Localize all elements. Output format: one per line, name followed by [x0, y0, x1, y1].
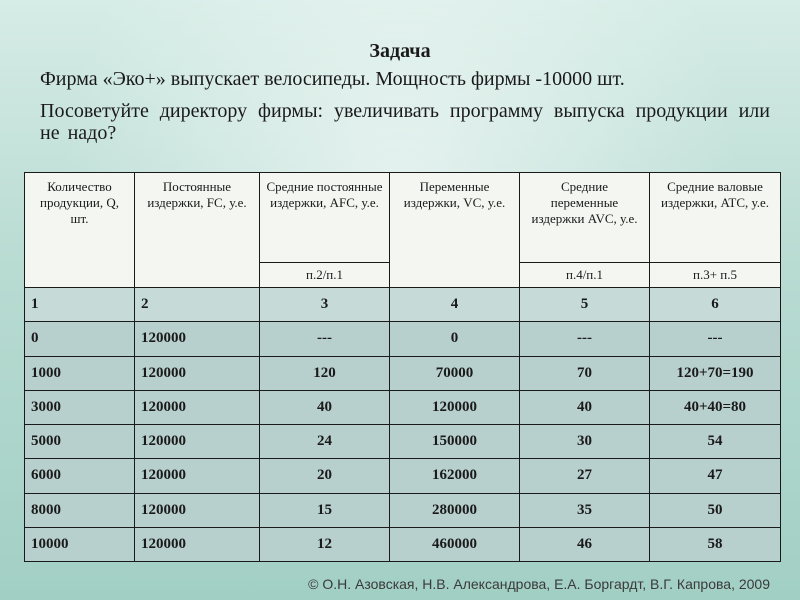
task-line-2: Посоветуйте директору фирмы: увеличивать программу выпуска продукции или не надо? [40, 100, 770, 144]
table-row [25, 459, 781, 493]
cell: 120000 [135, 322, 260, 356]
cell: 6 [650, 288, 781, 322]
cell: 6000 [25, 459, 135, 493]
cell: 3 [260, 288, 390, 322]
formula-avc: п.4/п.1 [520, 263, 650, 288]
cell: 5000 [25, 425, 135, 459]
cell: 280000 [390, 493, 520, 527]
table-row [25, 288, 781, 322]
cell: 120000 [135, 390, 260, 424]
table-row [25, 322, 781, 356]
copyright-footer: © О.Н. Азовская, Н.В. Александрова, Е.А. Боргардт, В.Г. Капрова, 2009 [308, 576, 770, 592]
cell: 70000 [390, 356, 520, 390]
cell: --- [650, 322, 781, 356]
cell: 0 [25, 322, 135, 356]
cell: 2 [135, 288, 260, 322]
cell: 120000 [135, 459, 260, 493]
cell: 58 [650, 527, 781, 561]
cell: 15 [260, 493, 390, 527]
table-row [25, 493, 781, 527]
cell: 1000 [25, 356, 135, 390]
cell: 47 [650, 459, 781, 493]
table-row [25, 356, 781, 390]
cell: 0 [390, 322, 520, 356]
table-row [25, 390, 781, 424]
formula-afc: п.2/п.1 [260, 263, 390, 288]
cell: 27 [520, 459, 650, 493]
cell: 120000 [135, 425, 260, 459]
cell: 162000 [390, 459, 520, 493]
cell: 50 [650, 493, 781, 527]
cell: 40+40=80 [650, 390, 781, 424]
cell: 30 [520, 425, 650, 459]
cell: 120+70=190 [650, 356, 781, 390]
cell: 150000 [390, 425, 520, 459]
cell: 3000 [25, 390, 135, 424]
header-afc: Средние постоянные издержки, AFC, у.е. [260, 173, 390, 263]
cell: 24 [260, 425, 390, 459]
cell: 5 [520, 288, 650, 322]
cell: --- [260, 322, 390, 356]
cell: 35 [520, 493, 650, 527]
header-atc: Средние валовые издержки, ATC, у.е. [650, 173, 781, 263]
header-avc: Средние переменные издержки AVC, у.е. [520, 173, 650, 263]
cell: 120000 [135, 356, 260, 390]
cell: 12 [260, 527, 390, 561]
cell: 460000 [390, 527, 520, 561]
table-row [25, 527, 781, 561]
cost-table [24, 172, 781, 562]
cell: 20 [260, 459, 390, 493]
cell: 10000 [25, 527, 135, 561]
header-variable-costs: Переменные издержки, VC, у.е. [390, 173, 520, 288]
cell: 120 [260, 356, 390, 390]
cell: 120000 [135, 527, 260, 561]
cell: 40 [260, 390, 390, 424]
cell: 8000 [25, 493, 135, 527]
cell: 120000 [390, 390, 520, 424]
cell: 1 [25, 288, 135, 322]
cell: --- [520, 322, 650, 356]
header-fixed-costs: Постоянные издержки, FC, у.е. [135, 173, 260, 288]
task-line-1: Фирма «Эко+» выпускает велосипеды. Мощность фирмы -10000 шт. [40, 68, 625, 90]
cell: 40 [520, 390, 650, 424]
cell: 120000 [135, 493, 260, 527]
table-row [25, 425, 781, 459]
slide-heading: Задача [369, 40, 431, 62]
cell: 4 [390, 288, 520, 322]
cell: 70 [520, 356, 650, 390]
header-quantity: Количество продукции, Q, шт. [25, 173, 135, 288]
cell: 54 [650, 425, 781, 459]
cell: 46 [520, 527, 650, 561]
formula-atc: п.3+ п.5 [650, 263, 781, 288]
